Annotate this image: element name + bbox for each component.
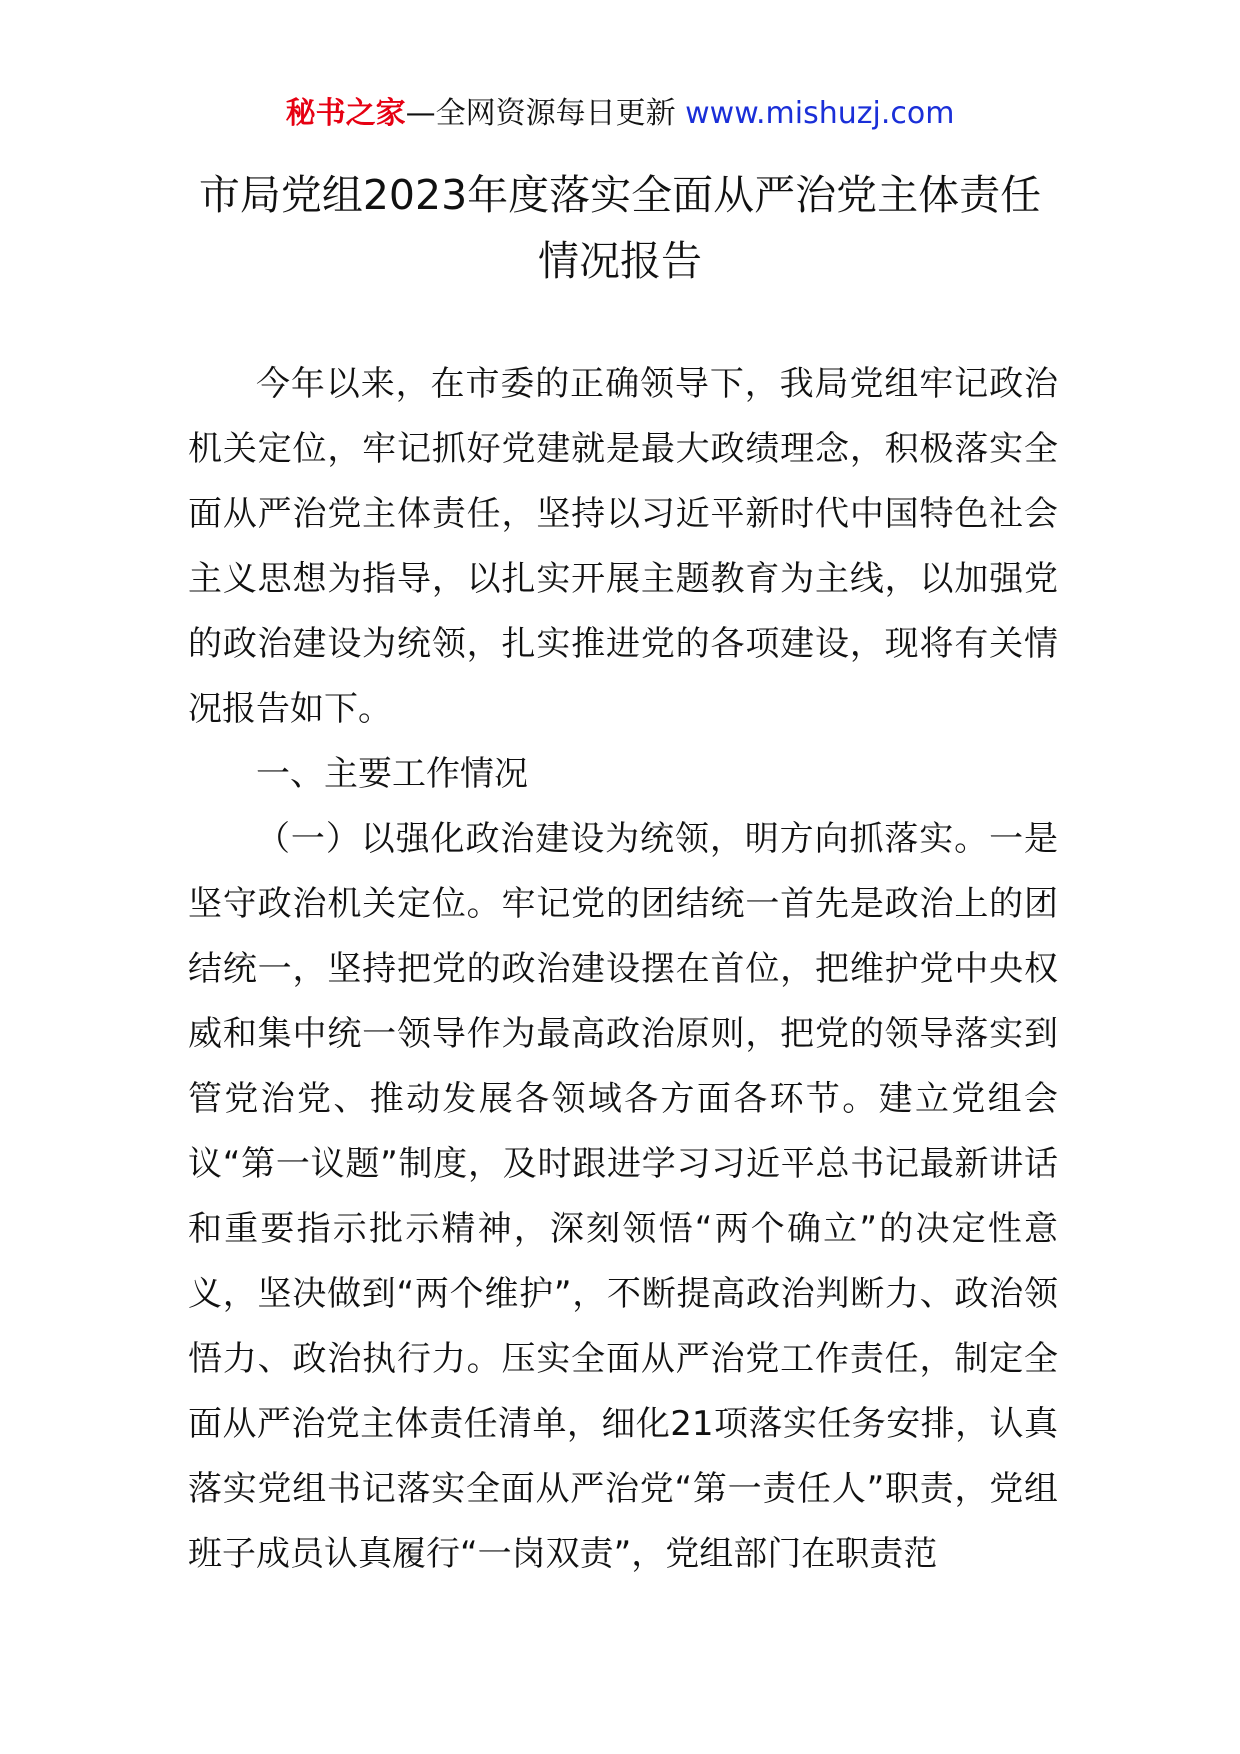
section-heading: 一、主要工作情况: [256, 754, 528, 794]
title-line-2: 情况报告: [538, 237, 702, 285]
site-header: [0, 96, 1240, 132]
header-tagline: —全网资源每日更新: [405, 96, 676, 131]
document-body: [188, 352, 1058, 1587]
site-url-link[interactable]: www.mishuzj.com: [685, 96, 955, 131]
brand-name: 秘书之家: [285, 96, 406, 131]
intro-paragraph: 今年以来，在市委的正确领导下，我局党组牢记政治机关定位，牢记抓好党建就是最大政绩理念，积极落实全面从严治党主体责任，坚持以习近平新时代中国特色社会主义思想为指导，以扎实开展主题教育为主线，以加强党的政治建设为统领，扎实推进党的各项建设，现将有关情况报告如下。: [188, 364, 1058, 729]
document-title: [0, 162, 1240, 294]
body-paragraph: （一）以强化政治建设为统领，明方向抓落实。一是坚守政治机关定位。牢记党的团结统一首先是政治上的团结统一，坚持把党的政治建设摆在首位，把维护党中央权威和集中统一领导作为最高政治原则，把党的领导落实到管党治党、推动发展各领域各方面各环节。建立党组会议“第一议题”制度，及时跟进学习习近平总书记最新讲话和重要指示批示精神，深刻领悟“两个确立”的决定性意义，坚决做到“两个维护”，不断提高政治判断力、政治领悟力、政治执行力。压实全面从严治党工作责任，制定全面从严治党主体责任清单，细化21项落实任务安排，认真落实党组书记落实全面从严治党“第一责任人”职责，党组班子成员认真履行“一岗双责”，党组部门在职责范: [188, 819, 1058, 1574]
title-line-1: 市局党组2023年度落实全面从严治党主体责任: [198, 171, 1042, 219]
